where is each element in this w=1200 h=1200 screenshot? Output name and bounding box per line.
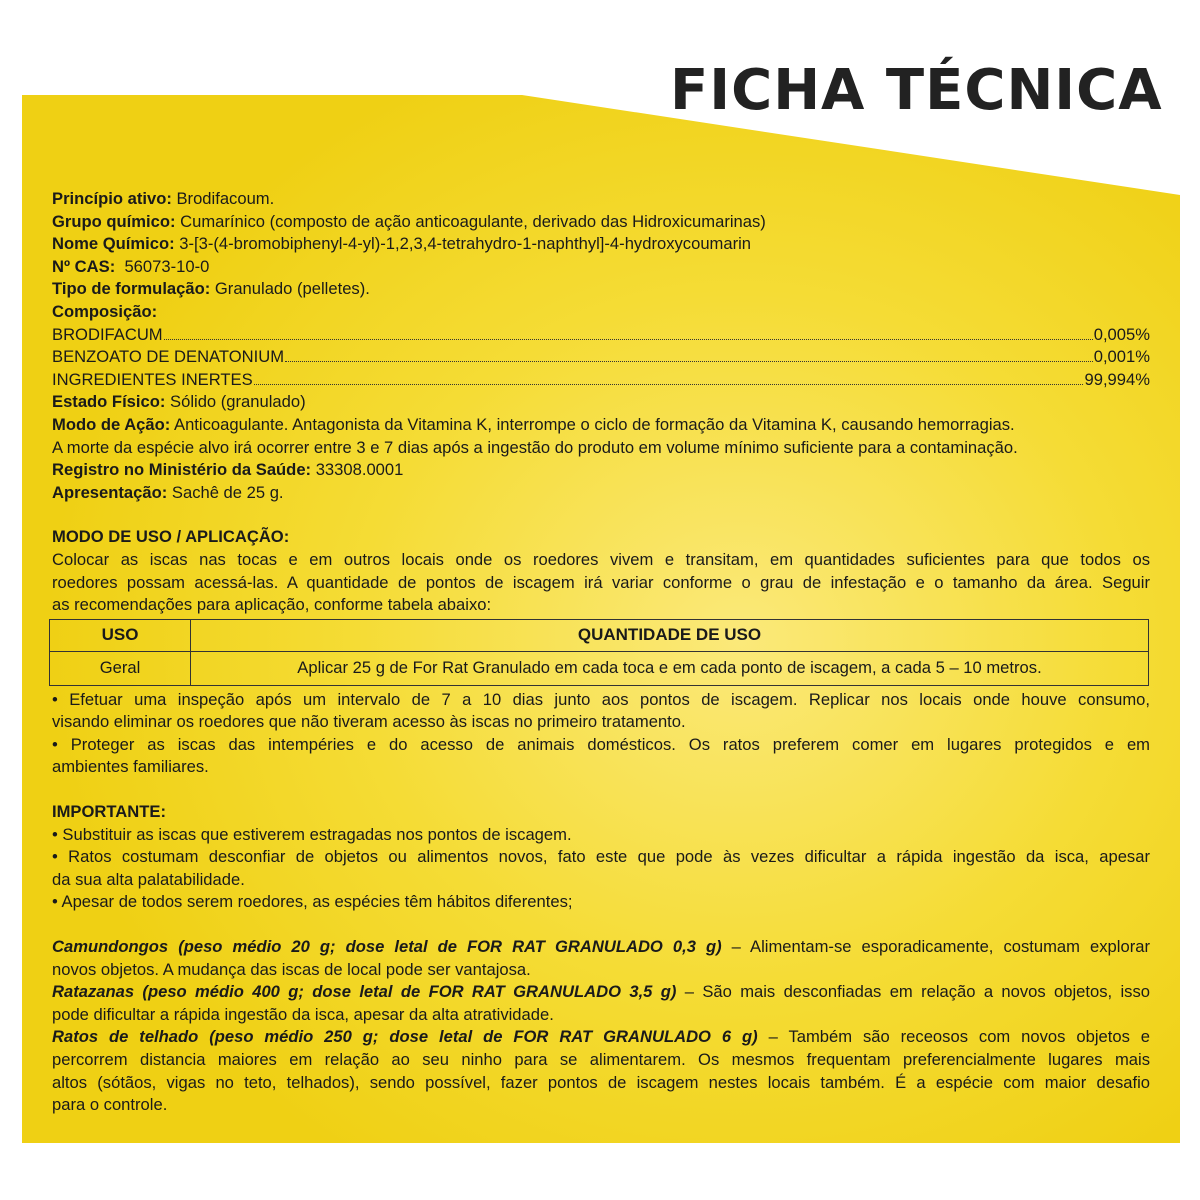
uso-table: [49, 619, 1149, 686]
spec-principio: Princípio ativo: Brodifacoum.: [52, 189, 275, 208]
especie-ratos-telhado: Ratos de telhado (peso médio 250 g; dose letal de FOR RAT GRANULADO 6 g) – Também são receosos com novos objetos e: [52, 1027, 1151, 1047]
especie-line: altos (sótãos, vigas no teto, telhados), sendo possível, fazer pontos de iscagem nestes locais também. É a espécie com maior desafio: [52, 1072, 1150, 1092]
especie-ratazanas: Ratazanas (peso médio 400 g; dose letal de FOR RAT GRANULADO 3,5 g) – São mais desconfiadas em relação a novos objetos, isso: [52, 982, 1151, 1002]
spec-modo: Modo de Ação: Anticoagulante. Antagonista da Vitamina K, interrompe o ciclo de formação da Vitamina K, causando hemorragias.: [52, 414, 1015, 434]
spacer: [52, 779, 1150, 801]
composicao-row: INGREDIENTES INERTES 99,994%: [52, 369, 1150, 389]
uso-heading: MODO DE USO / APLICAÇÃO:: [52, 527, 290, 547]
table-header-row: [50, 619, 1149, 651]
spec-estado: Estado Físico: Sólido (granulado): [52, 392, 306, 412]
page-title: FICHA TÉCNICA: [670, 58, 1163, 123]
importante-heading: IMPORTANTE:: [52, 802, 166, 822]
table-header-quantidade: QUANTIDADE DE USO: [191, 619, 1149, 651]
spec-grupo: Grupo químico: Cumarínico (composto de ação anticoagulante, derivado das Hidroxicumarinas): [52, 211, 766, 231]
spacer: [52, 914, 1150, 936]
composicao-row: BRODIFACUM 0,005%: [52, 324, 1150, 344]
uso-note-line: ambientes familiares.: [52, 757, 209, 777]
spacer: [52, 504, 1150, 526]
especie-line: novos objetos. A mudança das iscas de local pode ser vantajosa.: [52, 959, 531, 979]
importante-line: • Apesar de todos serem roedores, as espécies têm hábitos diferentes;: [52, 892, 573, 912]
importante-line: • Substituir as iscas que estiverem estragadas nos pontos de iscagem.: [52, 824, 572, 844]
spec-apresentacao: Apresentação: Sachê de 25 g.: [52, 482, 284, 502]
table-cell-uso: Geral: [50, 651, 191, 685]
spec-registro: Registro no Ministério da Saúde: 33308.0001: [52, 460, 404, 480]
spec-nome: Nome Químico: 3-[3-(4-bromobiphenyl-4-yl)-1,2,3,4-tetrahydro-1-naphthyl]-4-hydroxycoumarin: [52, 234, 752, 254]
especie-line: pode dificultar a rápida ingestão da isca, apesar da alta atratividade.: [52, 1004, 554, 1024]
composicao-heading: Composição:: [52, 301, 158, 321]
uso-intro-line: roedores possam acessá-las. A quantidade de pontos de iscagem irá variar conforme o grau de infestação e o tamanho da área. Seguir: [52, 572, 1150, 592]
spec-tipo: Tipo de formulação: Granulado (pelletes).: [52, 279, 370, 299]
leader-dots: [254, 384, 1084, 385]
uso-intro-line: Colocar as iscas nas tocas e em outros locais onde os roedores vivem e transitam, em quantidades suficientes para que todos os: [52, 549, 1150, 569]
importante-line: • Ratos costumam desconfiar de objetos ou alimentos novos, fato este que pode às vezes dificultar a rápida ingestão da isca, apesar: [52, 847, 1150, 867]
spec-modo-line2: A morte da espécie alvo irá ocorrer entre 3 e 7 dias após a ingestão do produto em volume mínimo suficiente para a contaminação.: [52, 437, 1018, 457]
uso-note-line: visando eliminar os roedores que não tiveram acesso às iscas no primeiro tratamento.: [52, 712, 686, 732]
table-row: [50, 651, 1149, 685]
importante-line: da sua alta palatabilidade.: [52, 869, 245, 889]
composicao-row: BENZOATO DE DENATONIUM 0,001%: [52, 347, 1150, 367]
spec-cas: Nº CAS: 56073-10-0: [52, 256, 210, 276]
leader-dots: [285, 361, 1093, 362]
uso-note-line: • Efetuar uma inspeção após um intervalo de 7 a 10 dias junto aos pontos de iscagem. Replicar nos locais onde houve consumo,: [52, 689, 1150, 709]
especie-line: para o controle.: [52, 1095, 168, 1115]
technical-sheet: [52, 188, 1150, 1117]
table-cell-quantidade: Aplicar 25 g de For Rat Granulado em cada toca e em cada ponto de iscagem, a cada 5 – 10 metros.: [191, 651, 1149, 685]
leader-dots: [164, 339, 1093, 340]
uso-note-line: • Proteger as iscas das intempéries e do acesso de animais domésticos. Os ratos preferem comer em lugares protegidos e em: [52, 734, 1150, 754]
table-header-uso: USO: [50, 619, 191, 651]
uso-intro-line: as recomendações para aplicação, conforme tabela abaixo:: [52, 595, 492, 615]
especie-line: percorrem distancia maiores em relação ao seu ninho para se alimentarem. Os mesmos frequentam preferencialmente lugares mais: [52, 1050, 1150, 1069]
especie-camundongos: Camundongos (peso médio 20 g; dose letal de FOR RAT GRANULADO 0,3 g) – Alimentam-se esporadicamente, costumam explorar: [52, 937, 1150, 957]
